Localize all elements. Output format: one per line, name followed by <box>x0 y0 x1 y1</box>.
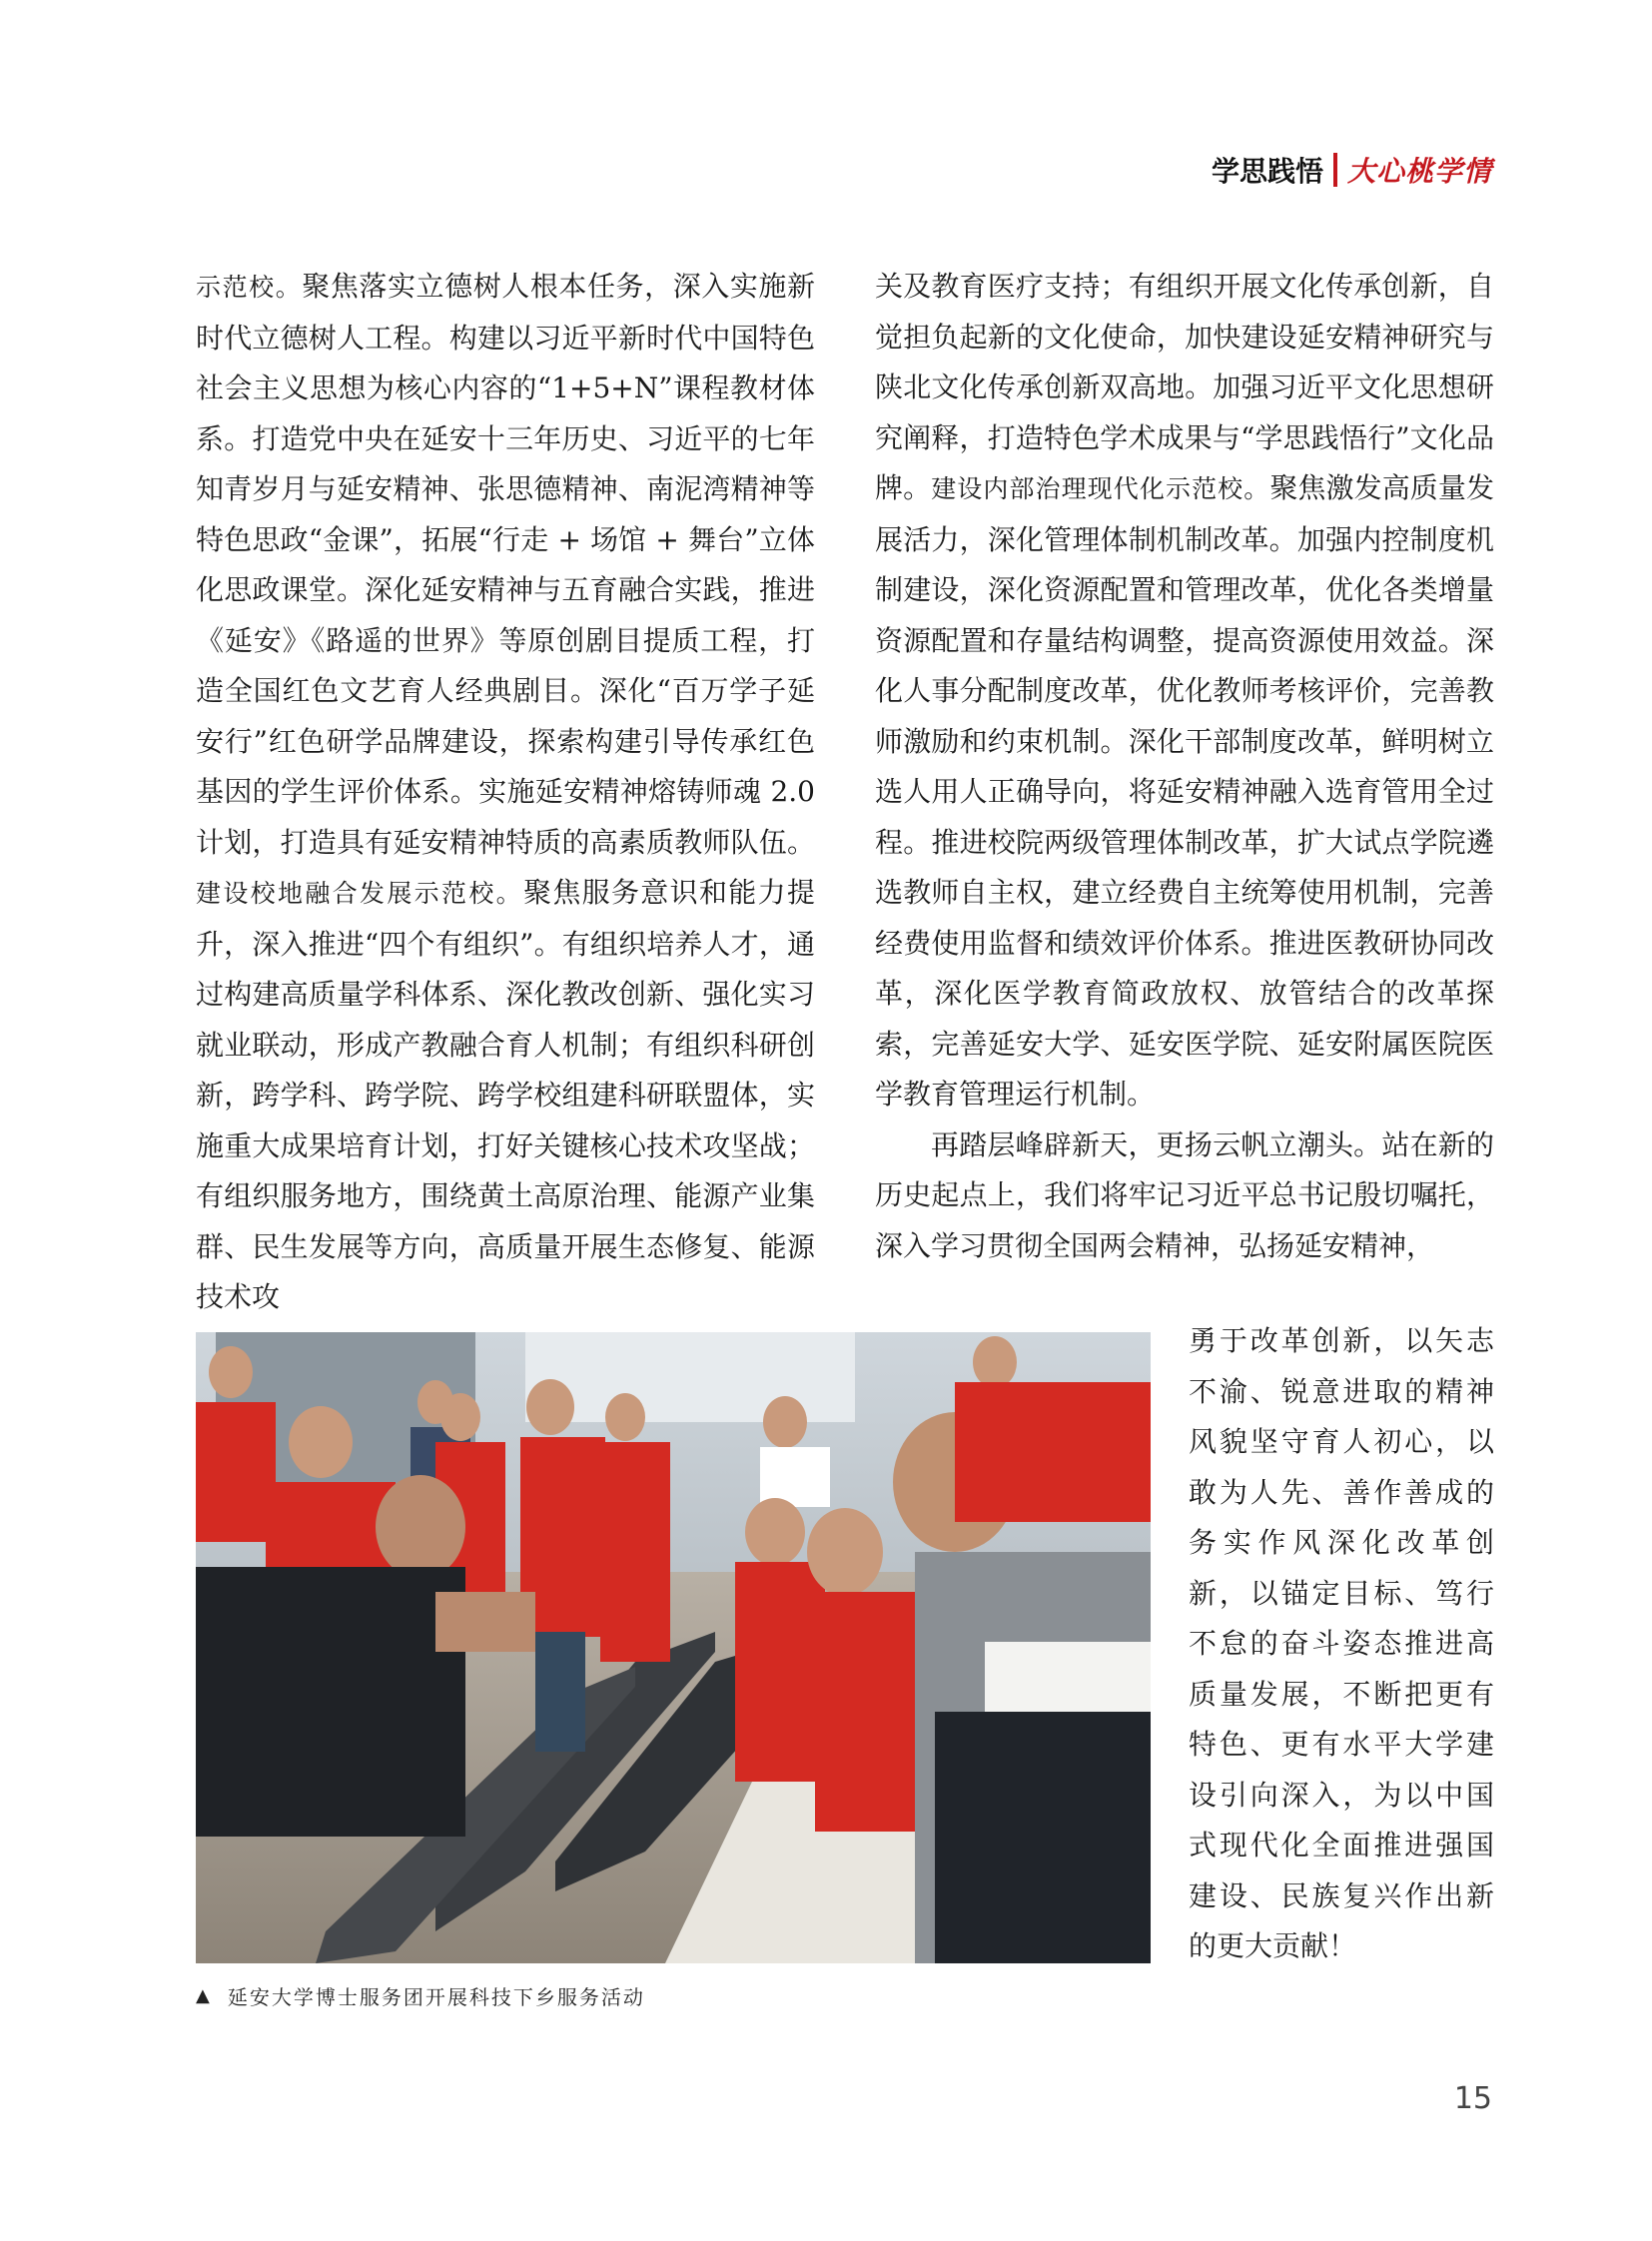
caption-text: 延安大学博士服务团开展科技下乡服务活动 <box>227 1985 645 2009</box>
header-divider <box>1333 153 1337 187</box>
right-text-2: 聚焦激发高质量发展活力，深化管理体制机制改革。加强内控制度机制建设，深化资源配置和管理改革，优化各类增量资源配置和存量结构调整，提高资源使用效益。深化人事分配制度改革，优化教师考核评价，完善教师激励和约束机制。深化干部制度改革，鲜明树立选人用人正确导向，将延安精神融入选育管用全过程。推进校院两级管理体制改革，扩大试点学院遴选教师自主权，建立经费自主统筹使用机制，完善经费使用监督和绩效评价体系。推进医教研协同改革，深化医学教育简政放权、放管结合的改革探索，完善延安大学、延安医学院、延安附属医院医学教育管理运行机制。 <box>875 471 1494 1111</box>
page-number: 15 <box>1453 2081 1492 2116</box>
left-text-1: 聚焦落实立德树人根本任务，深入实施新时代立德树人工程。构建以习近平新时代中国特色社会主义思想为核心内容的“1+5+N”课程教材体系。打造党中央在延安十三年历史、习近平的七年知青岁月与延安精神、张思德精神、南泥湾精神等特色思政“金课”，拓展“行走 + 场馆 + 舞台”立体化思政课堂。深化延安精神与五育融合实践，推进《延安》《路遥的世界》等原创剧目提质工程，打造全国红色文艺育人经典剧目。深化“百万学子延安行”红色研学品牌建设，探索构建引导传承红色基因的学生评价体系。实施延安精神熔铸师魂 2.0 计划，打造具有延安精神特质的高素质教师队伍。 <box>196 270 815 859</box>
right-wrap-text: 勇于改革创新，以矢志不渝、锐意进取的精神风貌坚守育人初心，以敢为人先、善作善成的务实作风深化改革创新，以锚定目标、笃行不怠的奋斗姿态推进高质量发展，不断把更有特色、更有水平大学建设引向深入，为以中国式现代化全面推进强国建设、民族复兴作出新的更大贡献！ <box>1189 1324 1494 1962</box>
right-column-wrap <box>1189 1316 1494 1972</box>
right-paragraph-1 <box>875 262 1494 1120</box>
photo-caption <box>196 1981 645 2010</box>
right-column <box>875 262 1494 1271</box>
left-column <box>196 262 815 1323</box>
left-lead-heading: 示范校。 <box>196 273 303 302</box>
right-subheading: 建设内部治理现代化示范校。 <box>931 474 1270 503</box>
photo-illustration <box>196 1332 1151 1963</box>
right-text-3: 再踏层峰辟新天，更扬云帆立潮头。站在新的历史起点上，我们将牢记习近平总书记殷切嘱托，深入学习贯彻全国两会精神，弘扬延安精神， <box>875 1127 1494 1262</box>
brand-logo-text: 大心桃学情 <box>1346 155 1492 188</box>
right-paragraph-2 <box>875 1120 1494 1272</box>
caption-marker-icon: ▲ <box>196 1985 212 2006</box>
news-photo <box>196 1332 1151 1963</box>
left-text-2: 聚焦服务意识和能力提升，深入推进“四个有组织”。有组织培养人才，通过构建高质量学科体系、深化教改创新、强化实习就业联动，形成产教融合育人机制；有组织科研创新，跨学科、跨学院、跨学校组建科研联盟体，实施重大成果培育计划，打好关键核心技术攻坚战；有组织服务地方，围绕黄土高原治理、能源产业集群、民生发展等方向，高质量开展生态修复、能源技术攻 <box>196 876 815 1313</box>
left-paragraph <box>196 262 815 1323</box>
section-title: 学思践悟 <box>1211 155 1323 188</box>
page-header <box>1212 150 1492 190</box>
left-subheading: 建设校地融合发展示范校。 <box>196 879 523 908</box>
right-text-1: 关及教育医疗支持；有组织开展文化传承创新，自觉担负起新的文化使命，加快建设延安精神研究与陕北文化传承创新双高地。加强习近平文化思想研究阐释，打造特色学术成果与“学思践悟行”文化品牌。 <box>875 270 1494 504</box>
